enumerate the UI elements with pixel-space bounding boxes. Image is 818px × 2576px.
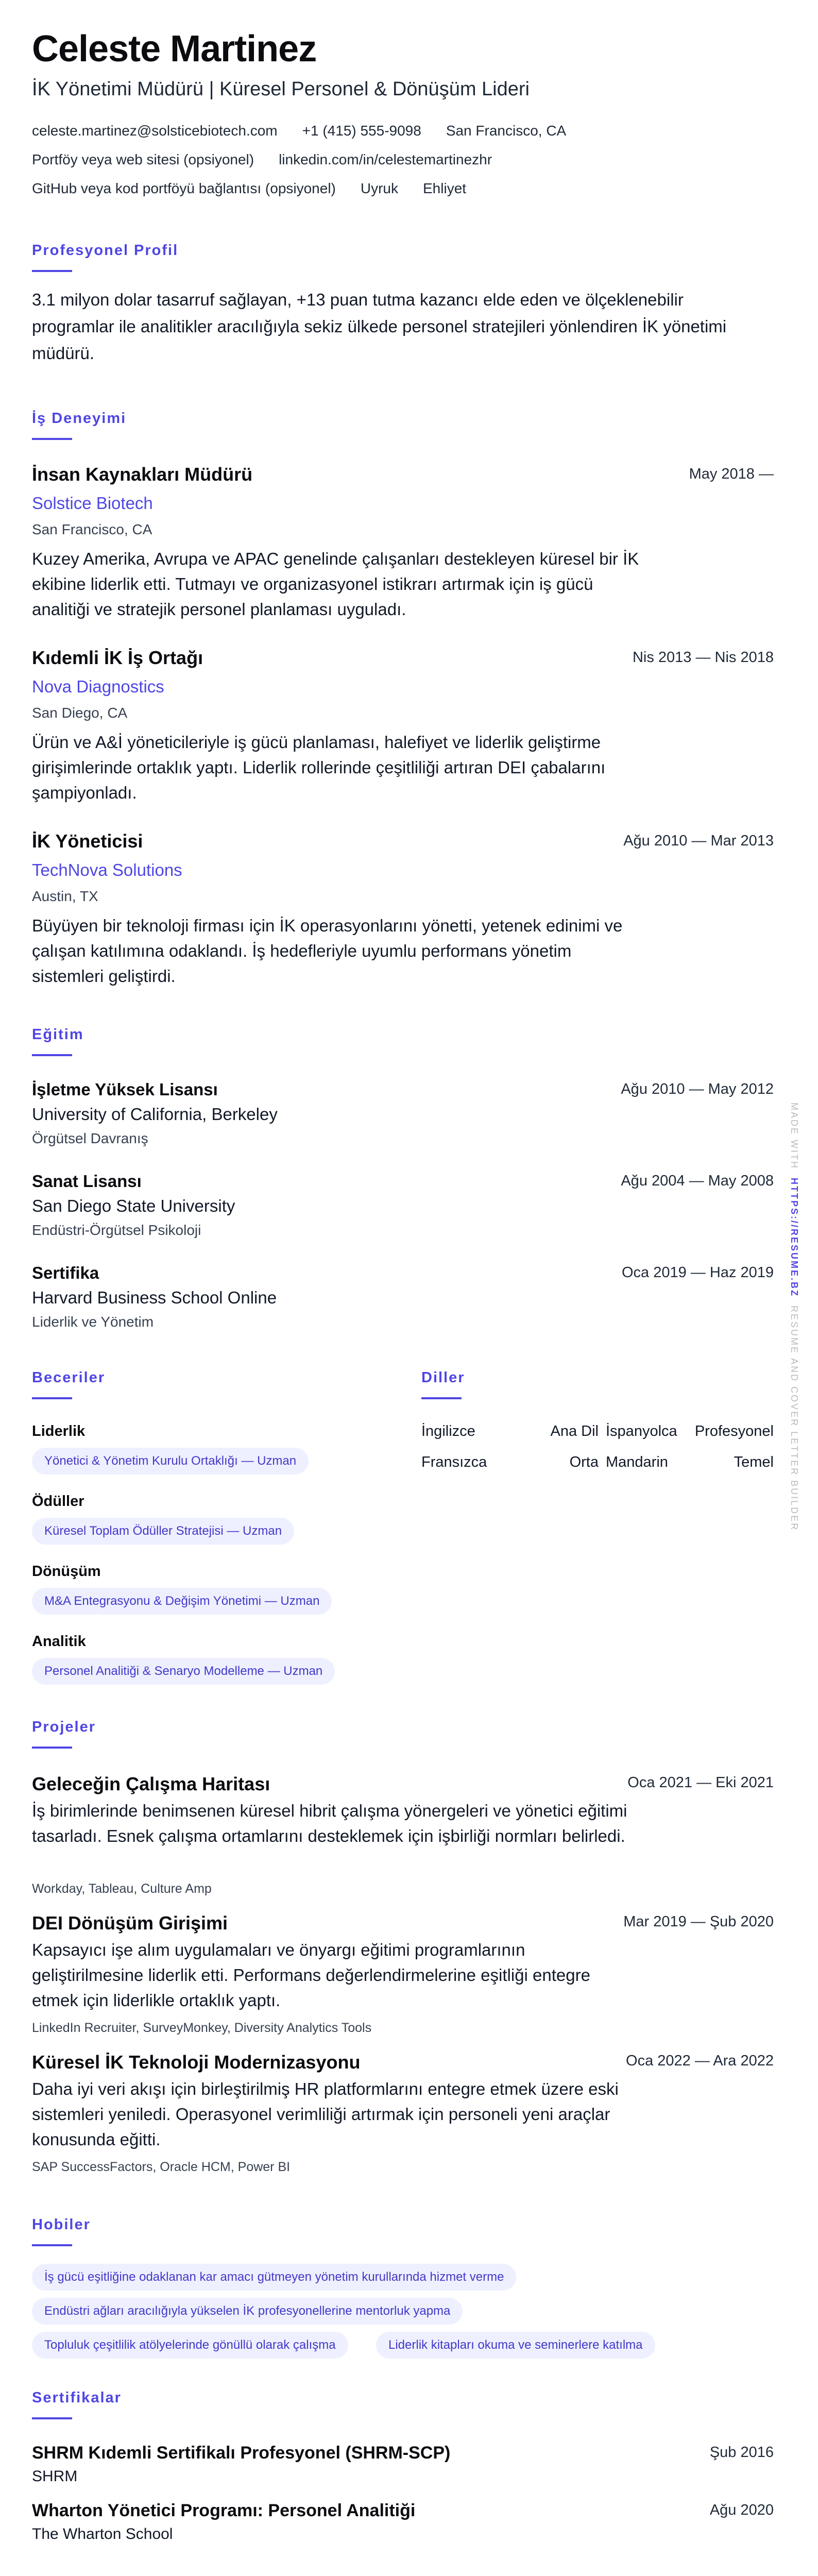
project-title: DEI Dönüşüm Girişimi	[32, 1912, 228, 1934]
job-location: San Francisco, CA	[32, 521, 152, 537]
job-dates: Ağu 2010 — Mar 2013	[623, 833, 774, 849]
contact-row-2	[32, 151, 492, 168]
contact-location: San Francisco, CA	[446, 123, 567, 139]
hobby-pill: Liderlik kitapları okuma ve seminerlere katılma	[376, 2332, 655, 2359]
credit-suffix: RESUME AND COVER LETTER BUILDER	[789, 1306, 799, 1532]
contact-linkedin[interactable]: linkedin.com/in/celestemartinezhr	[279, 151, 492, 167]
project-title: Geleceğin Çalışma Haritası	[32, 1773, 270, 1794]
job-company[interactable]: TechNova Solutions	[32, 860, 182, 879]
job-description: Büyüyen bir teknoloji firması için İK operasyonlarını yönetti, yetenek edinimi ve çalışan katılımına odaklandı. İş hedefleriyle uyumlu performans yönetim sistemleri geliştirdi.	[32, 916, 623, 986]
experience-rule	[32, 438, 72, 440]
job-description: Ürün ve A&İ yöneticileriyle iş gücü planlaması, halefiyet ve liderlik geliştirme girişimlerinde ortaklık yaptı. Liderlik rollerinde çeşitliliği artıran DEI çabalarını şampiyonladı.	[32, 733, 606, 802]
education-school: San Diego State University	[32, 1196, 235, 1215]
project-description: Kapsayıcı işe alım uygulamaları ve önyargı eğitimi programlarının geliştirilmesine liderlik etti. Performans değerlendirmelerine eşitliği entegre etmek için liderlikle ortaklık yaptı.	[32, 1940, 590, 2010]
project-description: Daha iyi veri akışı için birleştirilmiş HR platformlarını entegre etmek üzere eski sistemleri yeniledi. Operasyonel verimliliği artırmak için personeli yeni araçlar konusunda eğitti.	[32, 2079, 619, 2149]
education-school: Harvard Business School Online	[32, 1288, 277, 1307]
hobby-pill: Endüstri ağları aracılığıyla yükselen İK profesyonellerine mentorluk yapma	[32, 2298, 463, 2325]
certification-issuer: The Wharton School	[32, 2526, 173, 2543]
certification-issuer: SHRM	[32, 2468, 78, 2485]
education-school: University of California, Berkeley	[32, 1105, 278, 1124]
language-name: İspanyolca	[606, 1423, 677, 1439]
skills-heading: Beceriler	[32, 1369, 106, 1386]
education-field: Liderlik ve Yönetim	[32, 1314, 154, 1330]
contact-website[interactable]: Portföy veya web sitesi (opsiyonel)	[32, 151, 254, 167]
certification-date: Şub 2016	[709, 2444, 774, 2461]
language-name: Fransızca	[421, 1454, 487, 1470]
education-heading: Eğitim	[32, 1026, 84, 1043]
skill-category: Dönüşüm	[32, 1563, 101, 1580]
builder-credit-text	[789, 1103, 799, 1531]
skill-category: Ödüller	[32, 1493, 84, 1510]
contact-citizenship: Uyruk	[360, 180, 398, 196]
experience-heading: İş Deneyimi	[32, 410, 127, 427]
job-title: İnsan Kaynakları Müdürü	[32, 464, 253, 485]
builder-credit	[789, 1103, 818, 1535]
job-dates: May 2018 —	[689, 466, 774, 482]
education-field: Endüstri-Örgütsel Psikoloji	[32, 1222, 201, 1238]
credit-link[interactable]: HTTPS://RESUME.BZ	[789, 1178, 799, 1298]
skill-pill: M&A Entegrasyonu & Değişim Yönetimi — Uzman	[32, 1588, 332, 1615]
project-dates: Oca 2021 — Eki 2021	[627, 1774, 774, 1791]
contact-license: Ehliyet	[423, 180, 467, 196]
certifications-rule	[32, 2417, 72, 2419]
job-location: San Diego, CA	[32, 705, 128, 721]
project-tools: LinkedIn Recruiter, SurveyMonkey, Diversity Analytics Tools	[32, 2021, 372, 2035]
project-tools: SAP SuccessFactors, Oracle HCM, Power BI	[32, 2160, 291, 2174]
job-description: Kuzey Amerika, Avrupa ve APAC genelinde çalışanları destekleyen küresel bir İK ekibine liderlik etti. Tutmayı ve organizasyonel istikrarı artırmak için iş gücü analitiği ve stratejik personel planlaması uyguladı.	[32, 549, 639, 619]
job-company[interactable]: Nova Diagnostics	[32, 677, 164, 696]
job-company[interactable]: Solstice Biotech	[32, 494, 153, 513]
language-level: Profesyonel	[694, 1423, 774, 1439]
language-level: Ana Dil	[550, 1423, 599, 1439]
skills-rule	[32, 1397, 72, 1399]
languages-rule	[421, 1397, 462, 1399]
project-tools: Workday, Tableau, Culture Amp	[32, 1882, 212, 1896]
contact-phone[interactable]: +1 (415) 555-9098	[302, 123, 421, 139]
education-dates: Ağu 2004 — May 2008	[621, 1173, 774, 1189]
education-rule	[32, 1054, 72, 1056]
profile-heading: Profesyonel Profil	[32, 242, 179, 259]
project-title: Küresel İK Teknoloji Modernizasyonu	[32, 2052, 361, 2073]
skill-category: Analitik	[32, 1633, 86, 1650]
projects-heading: Projeler	[32, 1719, 96, 1735]
skill-category: Liderlik	[32, 1423, 86, 1439]
hobbies-heading: Hobiler	[32, 2216, 91, 2233]
certification-date: Ağu 2020	[709, 2502, 774, 2518]
education-degree: Sanat Lisansı	[32, 1172, 142, 1191]
project-description: İş birimlerinde benimsenen küresel hibrit çalışma yönergeleri ve yönetici eğitimi tasarladı. Esnek çalışma ortamlarını desteklemek için işbirliği normları belirledi.	[32, 1801, 627, 1845]
skill-pill: Personel Analitiği & Senaryo Modelleme — Uzman	[32, 1658, 335, 1685]
language-name: Mandarin	[606, 1454, 668, 1470]
contact-row-3	[32, 180, 466, 197]
education-dates: Oca 2019 — Haz 2019	[621, 1264, 774, 1281]
profile-rule	[32, 270, 72, 272]
job-location: Austin, TX	[32, 888, 98, 904]
project-dates: Mar 2019 — Şub 2020	[623, 1913, 774, 1930]
education-degree: İşletme Yüksek Lisansı	[32, 1080, 218, 1099]
languages-heading: Diller	[421, 1369, 465, 1386]
skill-pill: Yönetici & Yönetim Kurulu Ortaklığı — Uzman	[32, 1448, 309, 1475]
language-level: Temel	[734, 1454, 774, 1470]
hobby-pill: İş gücü eşitliğine odaklanan kar amacı gütmeyen yönetim kurullarında hizmet verme	[32, 2264, 516, 2291]
hobbies-rule	[32, 2244, 72, 2246]
language-level: Orta	[569, 1454, 599, 1470]
projects-rule	[32, 1747, 72, 1749]
project-dates: Oca 2022 — Ara 2022	[626, 2053, 774, 2069]
candidate-title: İK Yönetimi Müdürü | Küresel Personel & Dönüşüm Lideri	[32, 78, 530, 100]
credit-prefix: MADE WITH	[789, 1103, 799, 1170]
contact-row-1	[32, 123, 566, 139]
job-title: İK Yöneticisi	[32, 831, 143, 852]
certification-name: SHRM Kıdemli Sertifikalı Profesyonel (SHRM-SCP)	[32, 2443, 451, 2463]
profile-text: 3.1 milyon dolar tasarruf sağlayan, +13 puan tutma kazancı elde eden ve ölçeklenebilir programlar ile analitikler aracılığıyla sekiz ülkede personel stratejileri yönlendiren İK yönetimi müdürü.	[32, 290, 727, 363]
language-name: İngilizce	[421, 1423, 475, 1439]
education-dates: Ağu 2010 — May 2012	[621, 1081, 774, 1097]
certifications-heading: Sertifikalar	[32, 2389, 122, 2406]
education-degree: Sertifika	[32, 1263, 99, 1282]
certification-name: Wharton Yönetici Programı: Personel Analitiği	[32, 2501, 416, 2520]
contact-github[interactable]: GitHub veya kod portföyü bağlantısı (opsiyonel)	[32, 180, 336, 196]
skill-pill: Küresel Toplam Ödüller Stratejisi — Uzman	[32, 1518, 294, 1545]
job-title: Kıdemli İK İş Ortağı	[32, 647, 203, 668]
job-dates: Nis 2013 — Nis 2018	[632, 649, 774, 666]
candidate-name: Celeste Martinez	[32, 28, 317, 70]
hobby-pill: Topluluk çeşitlilik atölyelerinde gönüllü olarak çalışma	[32, 2332, 348, 2359]
contact-email[interactable]: celeste.martinez@solsticebiotech.com	[32, 123, 278, 139]
education-field: Örgütsel Davranış	[32, 1130, 148, 1146]
